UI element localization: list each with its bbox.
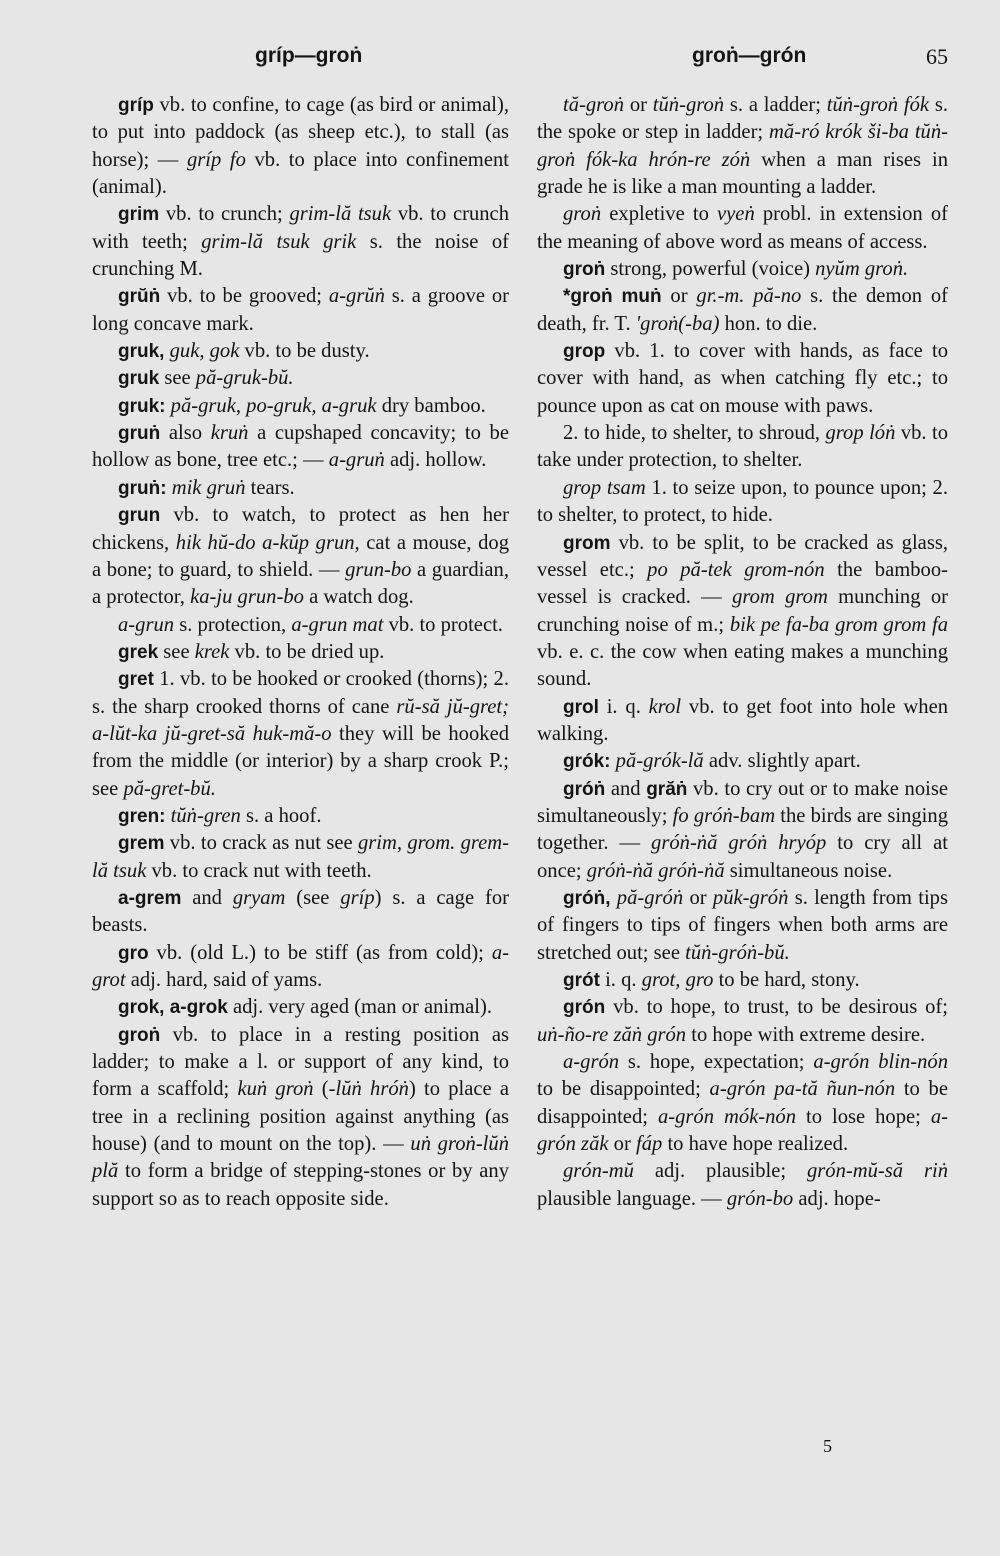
italic-phrase: a-grón zăk — [537, 1105, 948, 1156]
dictionary-entry — [537, 885, 948, 967]
dictionary-entry — [92, 92, 509, 201]
signature-mark: 5 — [823, 1436, 832, 1456]
dictionary-entry — [92, 1022, 509, 1213]
entry-headword: grop — [563, 341, 606, 363]
dictionary-entry — [92, 365, 509, 392]
dictionary-entry — [537, 475, 948, 530]
entry-text: hon. to die. — [719, 312, 818, 335]
entry-text: vb. to crack nut with teeth. — [146, 859, 372, 882]
dictionary-entry — [537, 694, 948, 749]
entry-headword: grót — [563, 970, 600, 991]
entry-text: s. a hoof. — [240, 804, 322, 827]
entry-text: a guardian, a protector, — [92, 558, 509, 609]
entry-headword: grim — [118, 204, 160, 226]
entry-text: vb. to place in a resting position as ladder; to make a l. or support of any kind, to form a scaffold; — [92, 1023, 509, 1101]
header-right-guide-words: groṅ—grón — [692, 44, 807, 67]
italic-phrase: a-grot — [92, 941, 509, 991]
entry-text: vb. 1. to cover with hands, as face to cover with hand, as when catching fly etc.; to pounce upon as cat on mouse with paws. — [537, 340, 948, 417]
entry-headword: gruk: — [118, 395, 166, 417]
italic-phrase: nyŭm groṅ. — [815, 258, 909, 281]
entry-text: to have hope realized. — [662, 1133, 849, 1156]
entry-text: simultaneous noise. — [724, 859, 893, 882]
dictionary-entry — [92, 940, 509, 995]
entry-text: s. the spoke or step in ladder; — [537, 94, 949, 144]
dictionary-entry — [537, 201, 948, 256]
entry-text: vb. to hope, to trust, to be desirous of; — [605, 996, 948, 1019]
entry-text: vb. (old L.) to be stiff (as from cold); — [148, 941, 492, 964]
italic-phrase: groṅ — [563, 203, 602, 226]
dictionary-entry — [92, 830, 509, 885]
italic-phrase: 'groṅ(-ba) — [635, 312, 720, 335]
entry-text: when a man rises in grade he is like a man mounting a ladder. — [537, 148, 948, 199]
entry-headword: gret — [118, 669, 154, 691]
italic-phrase: rŭ-să jŭ-gret; a-lŭt-ka jŭ-gret-să huk-mă-o — [92, 695, 509, 745]
entry-text: expletive to — [601, 203, 718, 226]
entry-headword: grăṅ — [646, 778, 688, 800]
entry-text: a watch dog. — [303, 586, 414, 609]
entry-headword: groṅ — [563, 259, 606, 281]
entry-text: or — [624, 94, 653, 116]
entry-text: dry bamboo. — [376, 394, 486, 417]
italic-phrase: grón-bo — [726, 1187, 794, 1210]
entry-headword: grón — [563, 997, 606, 1019]
entry-text: cat a mouse, dog a bone; to guard, to shield. — — [92, 531, 509, 581]
entry-text: to be disappointed; — [537, 1078, 948, 1128]
dictionary-entry — [92, 666, 509, 803]
entry-text: munching or crunching noise of m.; — [537, 586, 948, 636]
italic-phrase: grim, grom. grem-lă tsuk — [92, 832, 509, 882]
entry-text: vb. to be dusty. — [239, 340, 370, 363]
entry-text: 1. to seize upon, to pounce upon; 2. to shelter, to protect, to hide. — [537, 476, 948, 527]
entry-text: ) to place a tree in a reclining position against anything (as house) (and to mount on the top). — — [92, 1078, 510, 1156]
entry-text: s. length from tips of fingers to tips of fingers when both arms are stretched out; see — [537, 886, 948, 964]
entry-text: adj. plausible; — [633, 1160, 807, 1183]
entry-headword: gruṅ: — [118, 477, 167, 499]
entry-text: to form a bridge of stepping-stones or by any support so as to reach opposite side. — [92, 1160, 509, 1210]
italic-phrase: kruṅ — [210, 422, 249, 445]
italic-phrase: tŭṅ-groṅ fók — [826, 94, 930, 116]
dictionary-entry — [92, 612, 509, 639]
entry-text: to cry all at once; — [537, 832, 948, 882]
entry-headword: gruk — [118, 368, 160, 390]
entry-headword: gríp — [118, 95, 154, 116]
entry-text: s. protection, — [174, 613, 292, 636]
entry-text: vb. to cry out or to make noise simultaneously; — [537, 777, 948, 827]
dictionary-entry — [92, 283, 509, 338]
dictionary-entry — [92, 201, 509, 283]
italic-phrase: bik pe fa-ba grom grom fa — [729, 613, 949, 636]
entry-text: adj. very aged (man or animal). — [227, 996, 492, 1019]
entry-headword: grom — [563, 532, 611, 554]
dictionary-entry — [537, 92, 948, 201]
entry-headword: gróṅ — [563, 778, 606, 800]
entry-text: plausible language. — — [537, 1187, 727, 1210]
dictionary-entry — [537, 420, 948, 475]
dictionary-entry — [92, 994, 509, 1021]
italic-phrase: gróṅ-ṅă gróṅ hryóp — [651, 832, 827, 855]
entry-headword: grok, a-grok — [118, 997, 228, 1019]
entry-headword: grol — [563, 696, 599, 718]
italic-phrase: grop tsam — [563, 476, 646, 499]
dictionary-entry — [537, 967, 948, 994]
italic-phrase: pŭk-gróṅ — [712, 886, 789, 909]
entry-text: i. q. — [598, 695, 649, 718]
entry-headword: grek — [118, 641, 159, 663]
entry-text: or — [608, 1133, 636, 1156]
italic-phrase: fáp — [635, 1133, 663, 1156]
entry-text: a cupshaped concavity; to be hollow as bone, tree etc.; — — [92, 422, 509, 472]
dictionary-entry — [537, 530, 948, 694]
italic-phrase: uṅ groṅ-lŭṅ plă — [92, 1133, 509, 1183]
italic-phrase: mik gruṅ — [171, 476, 246, 499]
italic-phrase: po pă-tek grom-nón — [647, 558, 825, 581]
entry-text: 1. vb. to be hooked or crooked (thorns); 2. s. the sharp crooked thorns of cane — [92, 668, 509, 718]
italic-phrase: gróṅ-ṅă gróṅ-ṅă — [586, 859, 725, 882]
italic-phrase: gríp — [340, 886, 375, 909]
entry-text: s. the noise of crunching M. — [92, 230, 509, 281]
running-header — [0, 44, 1000, 76]
dictionary-entry — [92, 803, 509, 830]
right-column — [537, 92, 948, 1213]
italic-phrase: a-grón — [563, 1051, 620, 1074]
italic-phrase: a-grón pa-tă ñun-nón — [709, 1078, 896, 1101]
italic-phrase: pă-gróṅ — [616, 886, 684, 909]
entry-text: s. the demon of death, fr. T. — [537, 285, 949, 335]
italic-phrase: gr.-m. pă-no — [696, 285, 802, 308]
entry-headword: grók: — [563, 751, 611, 773]
dictionary-entry — [537, 283, 948, 338]
italic-phrase: fo gróṅ-bam — [672, 804, 776, 827]
entry-text: vb. to crunch; — [159, 203, 290, 226]
entry-text: ( — [313, 1078, 329, 1101]
entry-text: see — [158, 640, 195, 663]
entry-headword: *groṅ muṅ — [563, 286, 662, 308]
entry-text: vb. to protect. — [383, 613, 503, 636]
italic-phrase: tă-groṅ — [563, 94, 625, 116]
entry-text: or — [661, 285, 697, 308]
italic-phrase: grot, gro — [641, 969, 714, 991]
entry-headword: gren: — [118, 805, 166, 827]
italic-phrase: tŭṅ-gróṅ-bŭ. — [685, 941, 790, 964]
entry-text: they will be hooked from the middle (or interior) by a sharp crook P.; see — [92, 722, 510, 800]
entry-headword: gruṅ — [118, 423, 161, 445]
page-number: 65 — [926, 44, 948, 69]
italic-phrase: tŭṅ-gren — [170, 804, 241, 827]
italic-phrase: pă-gruk-bŭ. — [195, 367, 294, 390]
italic-phrase: guk, gok — [169, 340, 240, 363]
dictionary-entry — [537, 994, 948, 1049]
entry-text: vb. to watch, to protect as hen her chickens, — [92, 504, 509, 554]
entry-text: strong, powerful (voice) — [605, 258, 816, 281]
dictionary-entry — [537, 256, 948, 283]
italic-phrase: ka-ju grun-bo — [190, 586, 304, 609]
entry-text: the bamboo-vessel is cracked. — — [537, 558, 948, 609]
entry-text: 2. to hide, to shelter, to shroud, — [563, 422, 826, 445]
entry-text: vb. to place into confinement (animal). — [92, 148, 509, 199]
entry-text: to be hard, stony. — [713, 969, 860, 991]
entry-text: s. a ladder; — [724, 94, 827, 116]
dictionary-entry — [537, 776, 948, 885]
dictionary-entry — [92, 393, 509, 420]
entry-text: to lose hope; — [796, 1105, 931, 1128]
entry-text: also — [160, 422, 211, 445]
dictionary-entry — [537, 338, 948, 420]
dictionary-entry — [537, 1158, 948, 1213]
italic-phrase: grun-bo — [345, 558, 412, 581]
italic-phrase: a-grun — [118, 613, 175, 636]
entry-text: vb. to be split, to be cracked as glass, vessel etc.; — [537, 531, 948, 581]
dictionary-entry — [92, 420, 509, 475]
italic-phrase: grop lóṅ — [825, 422, 896, 445]
entry-text: and — [181, 886, 233, 909]
italic-phrase: a-grón blin-nón — [813, 1051, 948, 1074]
italic-phrase: kuṅ groṅ — [237, 1078, 314, 1101]
entry-text: to be disappointed; — [537, 1078, 710, 1101]
italic-phrase: a-gruṅ — [328, 449, 385, 472]
entry-headword: gruk, — [118, 341, 165, 363]
header-left-guide-words: gríp—groṅ — [255, 44, 363, 67]
italic-phrase: grim-lă tsuk — [289, 203, 392, 226]
entry-headword: grŭṅ — [118, 286, 161, 308]
dictionary-entry — [92, 502, 509, 611]
italic-phrase: grim-lă tsuk grik — [201, 230, 357, 253]
italic-phrase: grón-mŭ-să riṅ — [806, 1160, 948, 1183]
italic-phrase: uṅ-ño-re zăṅ grón — [537, 1023, 687, 1046]
italic-phrase: a-grun mat — [291, 613, 384, 636]
italic-phrase: gríp fo — [186, 148, 246, 171]
entry-text: s. a groove or long concave mark. — [92, 285, 509, 335]
entry-text: the birds are singing together. — — [537, 804, 948, 855]
entry-text: or — [683, 886, 713, 909]
italic-phrase: a-grŭṅ — [328, 285, 385, 308]
italic-phrase: mă-ró krók ši-ba tŭṅ-groṅ fók-ka hrón-re zóṅ — [537, 121, 948, 171]
entry-text: and — [605, 777, 647, 800]
entry-text: ) s. a cage for beasts. — [92, 886, 509, 937]
italic-phrase: hik hŭ-do a-kŭp grun, — [175, 531, 360, 554]
dictionary-entry — [92, 475, 509, 502]
entry-text: vb. to be dried up. — [229, 640, 385, 663]
entry-text: vb. to confine, to cage (as bird or animal), to put into paddock (as sheep etc.), to stall (as horse); — — [92, 94, 509, 171]
entry-text: tears. — [245, 476, 295, 499]
dictionary-entry — [92, 338, 509, 365]
entry-text: adj. hard, said of yams. — [125, 969, 323, 991]
entry-headword: gro — [118, 942, 149, 964]
entry-headword: a-grem — [118, 887, 182, 909]
italic-phrase: vyeṅ — [717, 203, 755, 226]
entry-text: adj. hope- — [793, 1187, 881, 1210]
italic-phrase: pă-gret-bŭ. — [123, 777, 216, 800]
dictionary-entry — [537, 748, 948, 775]
italic-phrase: grom grom — [732, 586, 828, 609]
entry-text: vb. e. c. the cow when eating makes a munching sound. — [537, 640, 948, 691]
italic-phrase: a-grón mók-nón — [657, 1105, 797, 1128]
entry-text: s. hope, expectation; — [619, 1051, 814, 1074]
entry-headword: grem — [118, 833, 165, 855]
entry-text: i. q. — [599, 969, 642, 991]
left-column — [92, 92, 509, 1213]
entry-text: adv. slightly apart. — [703, 750, 861, 773]
dictionary-entry — [92, 639, 509, 666]
italic-phrase: gryam — [232, 886, 286, 909]
entry-text: see — [159, 367, 196, 390]
entry-text: vb. to be grooved; — [160, 285, 329, 308]
entry-text: (see — [285, 886, 341, 909]
entry-text: vb. to crack as nut see — [164, 832, 358, 855]
dictionary-entry — [537, 1049, 948, 1158]
entry-headword: gróṅ, — [563, 887, 611, 909]
entry-text: vb. to take under protection, to shelter. — [537, 422, 948, 472]
entry-headword: grun — [118, 505, 161, 527]
entry-text: vb. to crunch with teeth; — [92, 203, 509, 253]
dictionary-entry — [92, 885, 509, 940]
entry-text: to hope with extreme desire. — [686, 1023, 926, 1046]
italic-phrase: tŭṅ-groṅ — [652, 94, 725, 116]
italic-phrase: pă-gruk, po-gruk, a-gruk — [170, 394, 377, 417]
italic-phrase: pă-grók-lă — [615, 750, 704, 773]
entry-text: probl. in extension of the meaning of above word as means of access. — [537, 203, 948, 253]
italic-phrase: grón-mŭ — [563, 1160, 634, 1183]
italic-phrase: -lŭṅ hróṅ — [328, 1078, 409, 1101]
entry-headword: groṅ — [118, 1024, 161, 1046]
italic-phrase: krol — [648, 695, 682, 718]
italic-phrase: krek — [194, 640, 230, 663]
entry-text: adj. hollow. — [384, 449, 487, 472]
entry-text: vb. to get foot into hole when walking. — [537, 695, 949, 745]
